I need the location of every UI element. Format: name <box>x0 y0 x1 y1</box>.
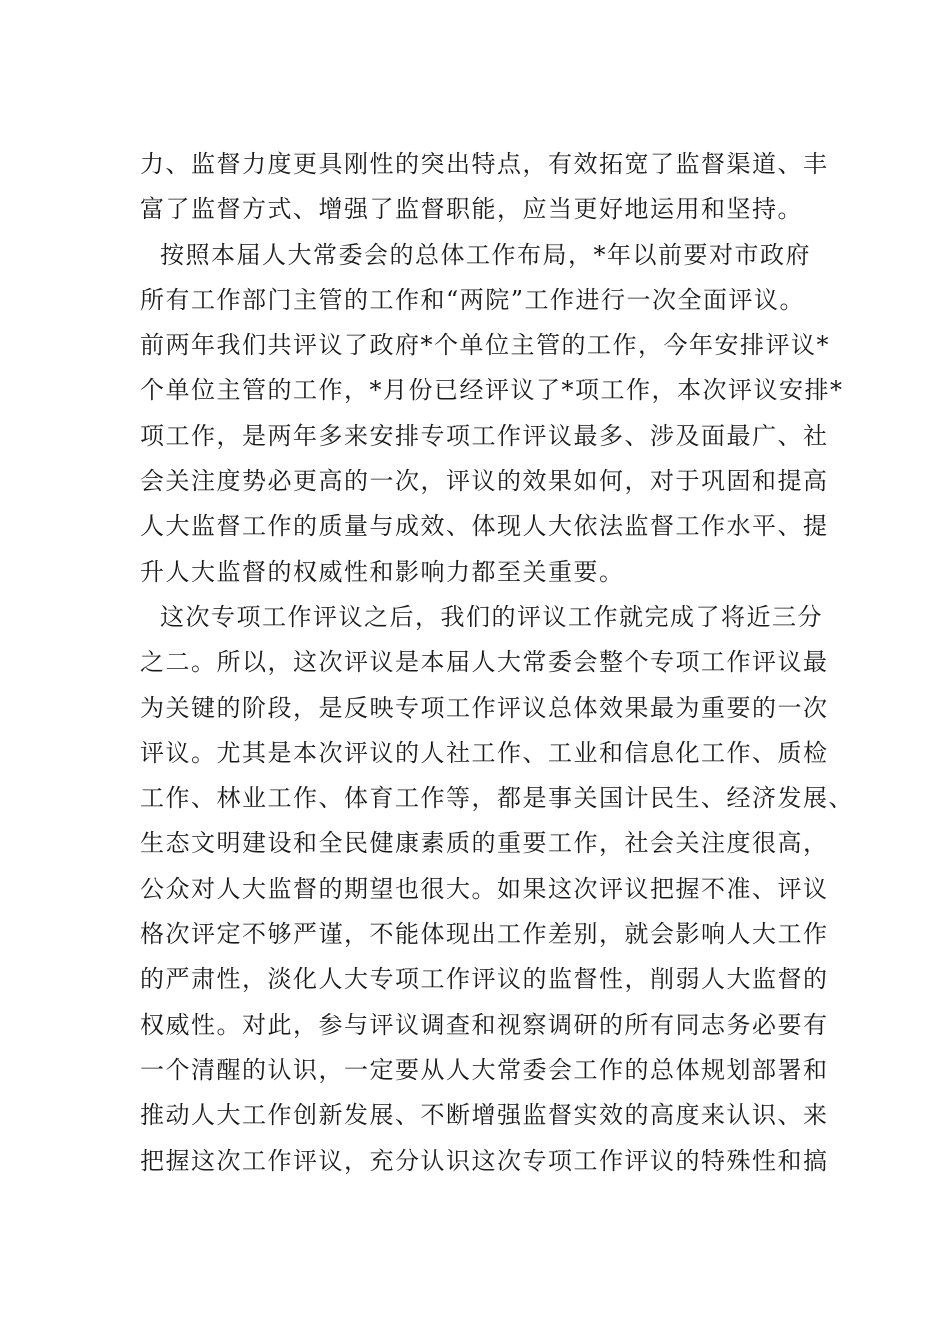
text-line: 之二。所以，这次评议是本届人大常委会整个专项工作评议最 <box>140 648 829 677</box>
text-line: 个单位主管的工作，*月份已经评议了*项工作，本次评议安排* <box>140 376 844 405</box>
text-line: 所有工作部门主管的工作和“两院”工作进行一次全面评议。 <box>140 285 806 314</box>
text-line: 生态文明建设和全民健康素质的重要工作，社会关注度很高， <box>140 829 829 858</box>
paragraph-first-line: 这次专项工作评议之后，我们的评议工作就完成了将近三分 <box>160 602 823 631</box>
text-line: 会关注度势必更高的一次，评议的效果如何，对于巩固和提高 <box>140 467 829 496</box>
text-line: 工作、林业工作、体育工作等，都是事关国计民生、经济发展、 <box>140 784 854 813</box>
body-text <box>140 142 854 1184</box>
text-line: 为关键的阶段，是反映专项工作评议总体效果最为重要的一次 <box>140 693 829 722</box>
text-line: 人大监督工作的质量与成效、体现人大依法监督工作水平、提 <box>140 512 829 541</box>
text-line: 前两年我们共评议了政府*个单位主管的工作，今年安排评议* <box>140 331 830 360</box>
text-line: 项工作，是两年多来安排专项工作评议最多、涉及面最广、社 <box>140 421 829 450</box>
text-line: 一个清醒的认识，一定要从人大常委会工作的总体规划部署和 <box>140 1055 829 1084</box>
text-line: 公众对人大监督的期望也很大。如果这次评议把握不准、评议 <box>140 874 829 903</box>
text-line: 格次评定不够严谨，不能体现出工作差别，就会影响人大工作 <box>140 920 829 949</box>
text-line: 力、监督力度更具刚性的突出特点，有效拓宽了监督渠道、丰 <box>140 150 829 178</box>
text-line: 把握这次工作评议，充分认识这次专项工作评议的特殊性和搞 <box>140 1146 829 1175</box>
paragraph-first-line: 按照本届人大常委会的总体工作布局，*年以前要对市政府 <box>160 240 811 269</box>
text-line: 富了监督方式、增强了监督职能，应当更好地运用和坚持。 <box>140 195 803 224</box>
text-line: 评议。尤其是本次评议的人社工作、工业和信息化工作、质检 <box>140 738 829 767</box>
text-line: 的严肃性，淡化人大专项工作评议的监督性，削弱人大监督的 <box>140 965 829 994</box>
text-line: 升人大监督的权威性和影响力都至关重要。 <box>140 557 625 586</box>
text-line: 权威性。对此，参与评议调查和视察调研的所有同志务必要有 <box>140 1010 829 1039</box>
text-line: 推动人大工作创新发展、不断增强监督实效的高度来认识、来 <box>140 1101 829 1130</box>
